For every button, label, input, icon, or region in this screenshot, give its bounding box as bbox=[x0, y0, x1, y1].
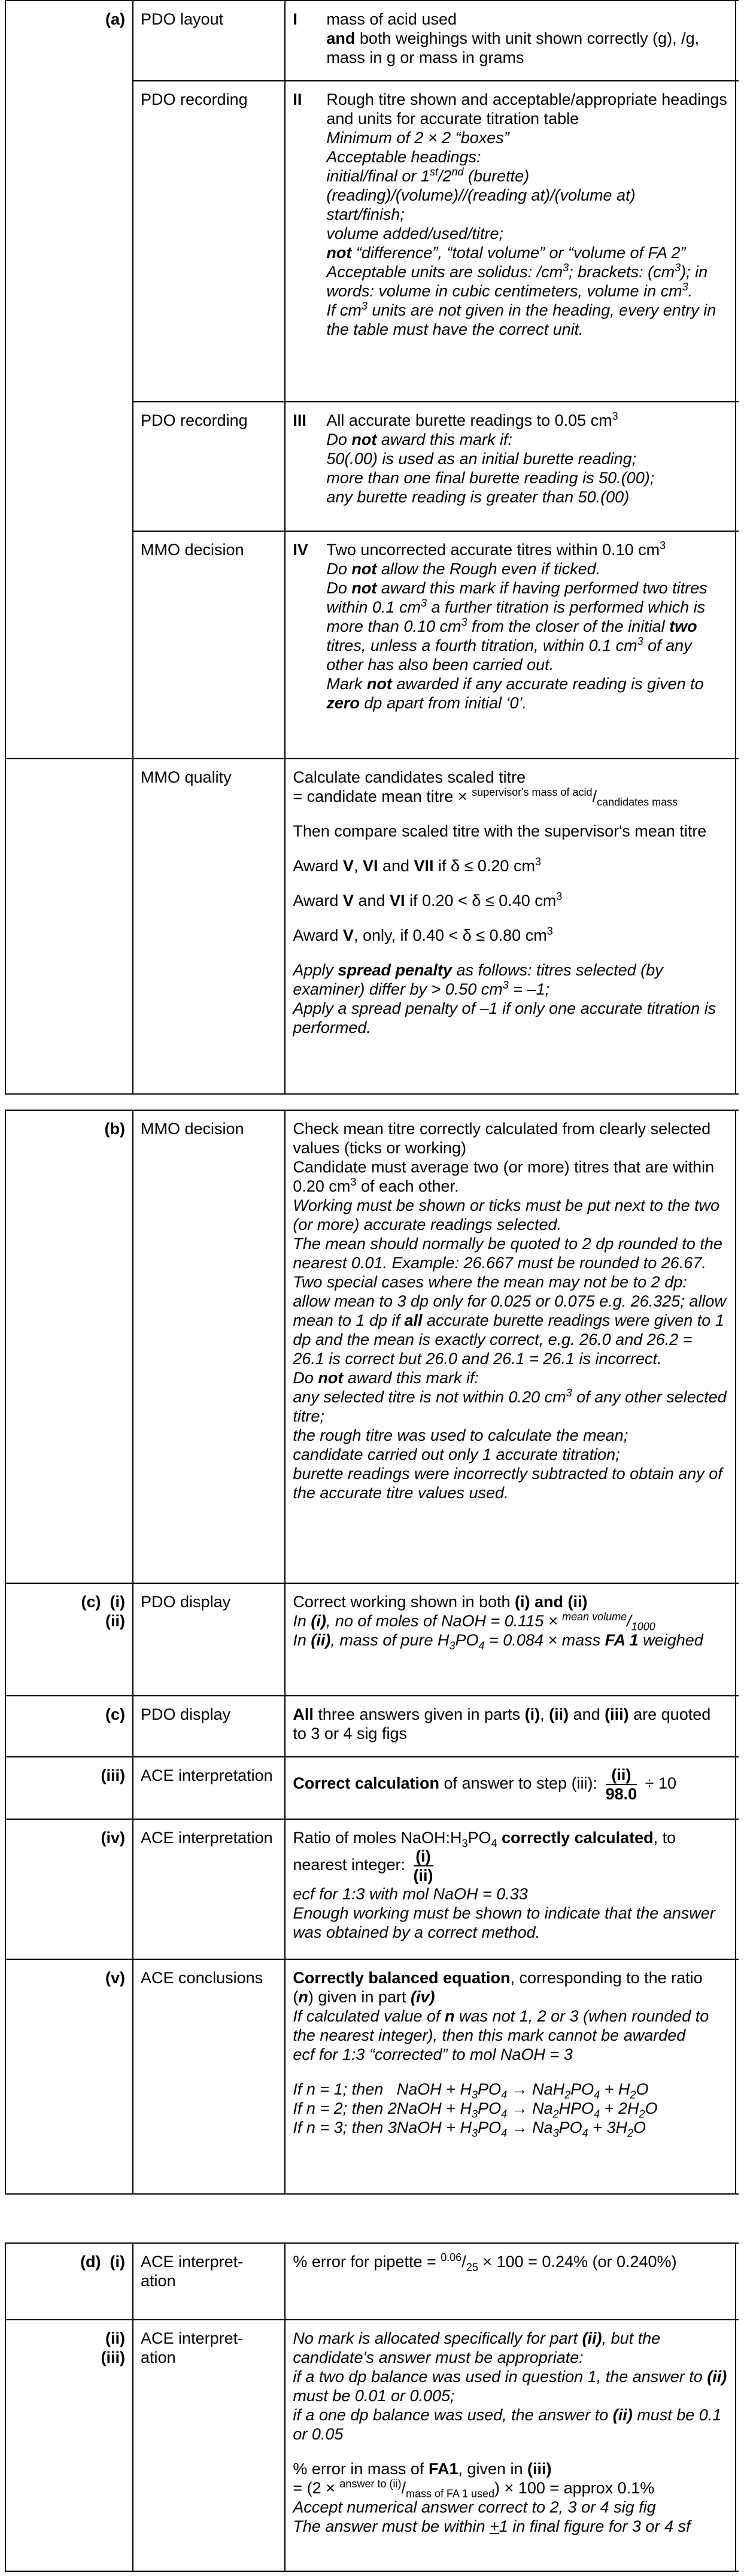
part-label-a: (a) bbox=[5, 1, 133, 759]
mark-cell-II: II Rough titre shown and acceptable/appropriate headings and units for accurate titration table Minimum of 2 × 2 “boxes” Acceptable headings: initial/final or 1st/2nd (burette) (reading)/(volume)//(reading at)/(volume at) start/finish; volume added/used/titre; not “difference”, “total volume” or “volume of FA 2” Acceptable units are solidus: $/cm^3$; brackets: $(cm^3)$; in words: volume in cubic centimeters, volume in $cm^3$. If $cm^3$ units are not given in the heading, every entry in the table must have the correct unit. bbox=[285, 81, 735, 402]
section-c-table bbox=[5, 1583, 739, 2195]
skill-cell: ACE interpretation bbox=[133, 1819, 285, 1959]
mark-cell-d-i: % error for pipette = $^{0.06}/_{25} \times 100 = 0.24\%$ (or 0.240%) bbox=[285, 2243, 735, 2320]
skill-cell: PDO recording bbox=[133, 402, 285, 531]
skill-cell: PDO display bbox=[133, 1696, 285, 1757]
mark-cell-mean: Check mean titre correctly calculated from clearly selected values (ticks or working) Candidate must average two (or more) titres that are within 0.20 $cm^3$ of each other. Working must be shown or ticks must be put next to the two (or more) accurate readings selected. The mean should normally be quoted to 2 dp rounded to the nearest 0.01. Example: 26.667 must be rounded to 26.67. Two special cases where the mean may not be to 2 dp: allow mean to 3 dp only for 0.025 or 0.075 e.g. 26.325; allow mean to 1 dp if all accurate burette readings were given to 1 dp and the mean is exactly correct, e.g. 26.0 and 26.2 = 26.1 is correct but 26.0 and 26.1 = 26.1 is incorrect. Do not award this mark if: any selected titre is not within 0.20 $cm^3$ of any other selected titre; the rough titre was used to calculate the mean; candidate carried out only 1 accurate titration; burette readings were incorrectly subtracted to obtain any of the accurate titre values used. bbox=[285, 1110, 735, 1583]
mark-cell-c-iv: Ratio of moles $NaOH:H_3PO_4$ correctly calculated, to nearest integer: $\frac{(i)}{(ii)}$ ecf for 1:3 with mol NaOH = 0.33 Enough working must be shown to indicate that the answer was obtained by a correct method. bbox=[285, 1819, 735, 1959]
mark-cell-c-iii: Correct calculation of answer to step (iii): $\frac{(ii)}{98.0}$ ÷ 10 bbox=[285, 1757, 735, 1819]
section-b-table bbox=[5, 1110, 739, 1584]
part-label-d-ii-iii: (ii) (iii) bbox=[5, 2320, 133, 2571]
mark-cell-IV: IV Two uncorrected accurate titres within 0.10 $cm^3$ Do not allow the Rough even if ticked. Do not award this mark if having performed two titres within 0.1 $cm^3$ a further titration is performed which is more than 0.10 $cm^3$ from the closer of the initial two titres, unless a fourth titration, within 0.1 $cm^3$ of any other has also been carried out. Mark not awarded if any accurate reading is given to zero dp apart from initial ‘0’. bbox=[285, 531, 735, 759]
skill-cell: ACE interpret-ation bbox=[133, 2243, 285, 2320]
mark-cell-c-sigfigs: All three answers given in parts (i), (ii) and (iii) are quoted to 3 or 4 sig figs bbox=[285, 1696, 735, 1757]
section-d-table bbox=[5, 2242, 739, 2572]
mark-cell-c-working: Correct working shown in both (i) and (ii) In (i), no of moles of NaOH = $0.115 \times ^{mean volume}/_{1000}$ In (ii), mass of pure $H_3PO_4 = 0.084$ × mass FA 1 weighed bbox=[285, 1583, 735, 1696]
skill-cell: ACE interpret-ation bbox=[133, 2320, 285, 2571]
mark-cell-I: I mass of acid used and both weighings with unit shown correctly (g), /g, mass in g or mass in grams bbox=[285, 1, 735, 81]
skill-cell: MMO decision bbox=[133, 531, 285, 759]
skill-cell: PDO display bbox=[133, 1583, 285, 1696]
part-label-d-i: (d) (i) bbox=[5, 2243, 133, 2320]
part-label-c-i-ii: (c) (i) (ii) bbox=[5, 1583, 133, 1696]
skill-cell: ACE conclusions bbox=[133, 1959, 285, 2194]
section-a-table bbox=[5, 0, 739, 1095]
part-label-c-iv: (iv) bbox=[5, 1819, 133, 1959]
skill-cell: PDO recording bbox=[133, 81, 285, 402]
fraction: $\frac{(i)}{(ii)}$ bbox=[413, 1847, 433, 1884]
mark-cell-d-ii-iii: No mark is allocated specifically for part (ii), but the candidate's answer must be appropriate: if a two dp balance was used in question 1, the answer to (ii) must be 0.01 or 0.005; if a one dp balance was used, the answer to (ii) must be 0.1 or 0.05 % error in mass of FA1, given in (iii) = $(2 \times ^{answer to (ii)}/_{mass of FA 1 used}) \times 100$ = approx 0.1% Accept numerical answer correct to 2, 3 or 4 sig fig The answer must be within +1 in final figure for 3 or 4 sf bbox=[285, 2320, 735, 2571]
skill-cell: MMO quality bbox=[133, 759, 285, 1094]
part-label-c-iii: (iii) bbox=[5, 1757, 133, 1819]
fraction: $\frac{(ii)}{98.0}$ bbox=[605, 1766, 637, 1803]
skill-cell: ACE interpretation bbox=[133, 1757, 285, 1819]
part-label-c-v: (v) bbox=[5, 1959, 133, 2194]
skill-cell: PDO layout bbox=[133, 1, 285, 81]
mark-cell-c-v: Correctly balanced equation, corresponding to the ratio (n) given in part (iv) If calculated value of n was not 1, 2 or 3 (when rounded to the nearest integer), then this mark cannot be awarded ecf for 1:3 “corrected” to mol NaOH = 3 If n = 1; then NaOH + $H_3PO_4 \to NaH_2PO_4 + H_2O$ If n = 2; then 2NaOH + $H_3PO_4 \to Na_2HPO_4 + 2H_2O$ If n = 3; then 3NaOH + $H_3PO_4 \to Na_3PO_4 + 3H_2O$ bbox=[285, 1959, 735, 2194]
mark-cell-III: III All accurate burette readings to 0.05 $cm^3$ Do not award this mark if: 50(.00) is used as an initial burette reading; more than one final burette reading is 50.(00); any burette reading is greater than 50.(00) bbox=[285, 402, 735, 531]
mark-cell-quality: Calculate candidates scaled titre = candidate mean titre × $^{supervisor's mass of acid}/_{candidates mass}$ Then compare scaled titre with the supervisor's mean titre Award V, VI and VII if δ ≤ 0.20 $cm^3$ Award V and VI if 0.20 < δ ≤ 0.40 $cm^3$ Award V, only, if 0.40 < δ ≤ 0.80 $cm^3$ Apply spread penalty as follows: titres selected (by examiner) differ by > 0.50 $cm^3 = -1$; Apply a spread penalty of –1 if only one accurate titration is performed. bbox=[285, 759, 735, 1094]
part-label-c: (c) bbox=[5, 1696, 133, 1757]
skill-cell: MMO decision bbox=[133, 1110, 285, 1583]
part-label-b: (b) bbox=[5, 1110, 133, 1583]
